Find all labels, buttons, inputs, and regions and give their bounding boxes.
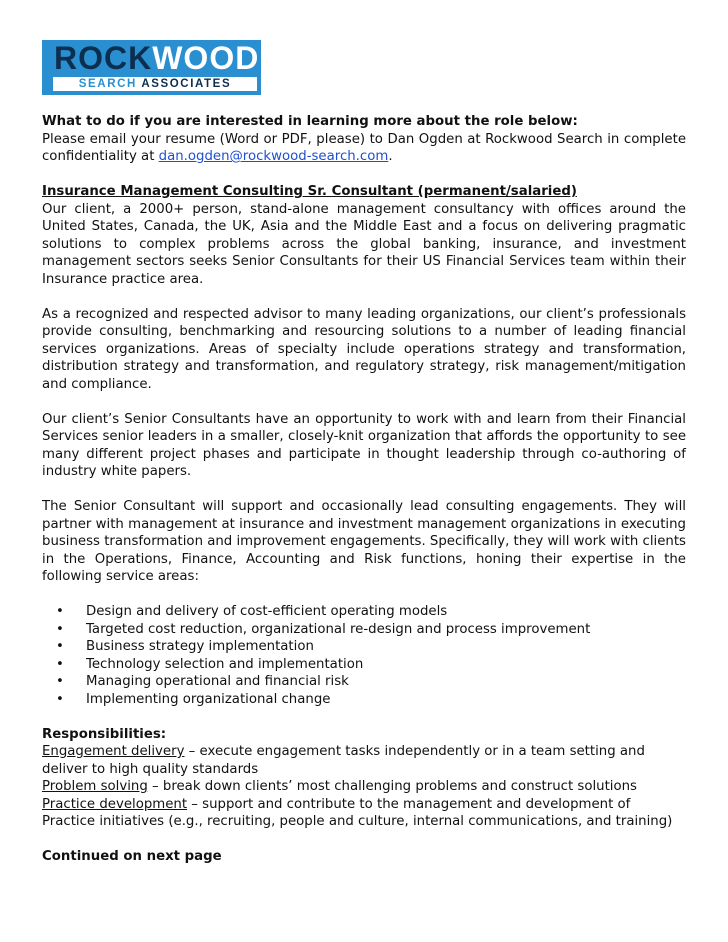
list-item: • Business strategy implementation [56, 639, 314, 654]
responsibility-term: Engagement delivery [42, 744, 185, 759]
job-title: Insurance Management Consulting Sr. Consultant (permanent/salaried) [42, 184, 577, 199]
job-paragraph-3: Our client’s Senior Consultants have an opportunity to work with and learn from their Financial Services senior leaders in a smaller, closely-knit organization that affords the opportunity to see many different project phases and participate in thought leadership through co-authoring of industry white papers. [42, 411, 686, 479]
job-paragraph-4: The Senior Consultant will support and occasionally lead consulting engagements. They will partner with management at insurance and investment management organizations in executing business transformation and improvement engagements. Specifically, they will work with clients in the Operations, Finance, Accounting and Risk functions, honing their expertise in the following service areas: [42, 499, 686, 584]
logo-sub-associates: ASSOCIATES [141, 78, 232, 90]
list-item: • Implementing organizational change [56, 691, 331, 707]
logo-wordmark-band [42, 40, 261, 76]
responsibility-term: Practice development [42, 796, 188, 812]
bullet-icon: • [56, 674, 64, 689]
list-item: • Technology selection and implementation [56, 656, 364, 672]
logo-subtitle-band [53, 77, 257, 91]
service-areas-list [42, 603, 686, 708]
job-paragraph-2: As a recognized and respected advisor to many leading organizations, our client’s professionals provide consulting, benchmarking and resourcing solutions to a number of leading financial services organizations. Areas of specialty include operations strategy and transformation, distribution strategy and transformation, and regulatory strategy, risk management/mitigation and compliance. [42, 306, 686, 392]
logo-sub-search: SEARCH [78, 78, 137, 90]
bullet-icon: • [56, 621, 64, 637]
responsibility-term: Problem solving [42, 779, 148, 794]
intro-text: Please email your resume (Word or PDF, please) to Dan Ogden at Rockwood Search in complete confidentiality at dan.ogden@rockwood-search.com. [42, 131, 686, 164]
list-item: • Design and delivery of cost-efficient operating models [56, 604, 448, 619]
list-item: • Managing operational and financial risk [56, 674, 349, 689]
continued-note: Continued on next page [42, 849, 222, 864]
list-item: • Targeted cost reduction, organizational re-design and process improvement [56, 621, 591, 637]
bullet-icon: • [56, 691, 64, 707]
email-link[interactable]: dan.ogden@rockwood-search.com [158, 149, 389, 164]
logo-word-wood: WOOD [152, 40, 260, 76]
logo-wordmark [54, 42, 259, 74]
intro-heading: What to do if you are interested in learning more about the role below: [42, 114, 578, 129]
document-body [42, 113, 686, 866]
company-logo [42, 40, 261, 95]
responsibilities-heading: Responsibilities: [42, 726, 167, 742]
bullet-icon: • [56, 656, 64, 672]
responsibility-item: Problem solving – break down clients’ most challenging problems and construct solutions [42, 779, 637, 794]
bullet-icon: • [56, 639, 64, 654]
responsibility-item: Engagement delivery – execute engagement tasks independently or in a team setting and deliver to high quality standards [42, 744, 645, 777]
responsibility-item: Practice development – support and contribute to the management and development of Practice initiatives (e.g., recruiting, people and culture, internal communications, and training) [42, 796, 673, 829]
logo-subtitle [53, 77, 257, 91]
logo-word-rock: ROCK [54, 40, 153, 76]
job-paragraph-1: Our client, a 2000+ person, stand-alone management consultancy with offices around the United States, Canada, the UK, Asia and the Middle East and a focus on delivering pragmatic solutions to complex problems across the global banking, insurance, and investment management sectors seeks Senior Consultants for their US Financial Services team within their Insurance practice area. [42, 201, 686, 287]
bullet-icon: • [56, 604, 64, 619]
